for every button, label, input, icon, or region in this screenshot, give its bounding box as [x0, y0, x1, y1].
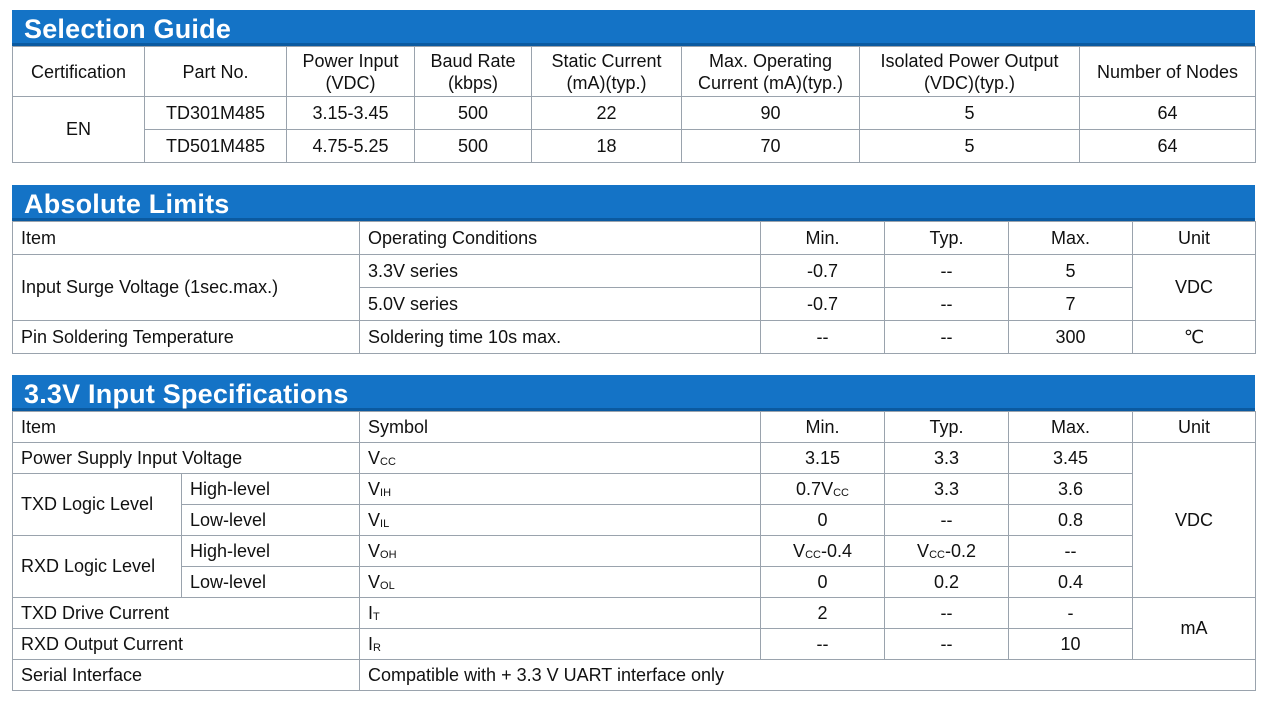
header-conditions: Operating Conditions [360, 222, 761, 255]
header-nodes: Number of Nodes [1080, 47, 1256, 97]
typ-post: -0.2 [944, 540, 976, 561]
min-cell: -0.7 [761, 255, 885, 288]
header-typ: Typ. [885, 222, 1009, 255]
header-max-op-current-line1: Max. Operating [708, 50, 833, 71]
typ-cell: 3.3 [885, 474, 1009, 505]
typ-cell: -- [885, 321, 1009, 354]
absolute-limits-section [12, 185, 1255, 354]
symbol-cell [360, 598, 761, 629]
max-cell: 7 [1009, 288, 1133, 321]
table-row [13, 598, 1256, 629]
soldering-item-cell: Pin Soldering Temperature [13, 321, 360, 354]
input-specs-title: 3.3V Input Specifications [12, 375, 1255, 411]
max-op-current-cell: 90 [682, 97, 860, 130]
level-cell: High-level [182, 474, 360, 505]
symbol-cell [360, 567, 761, 598]
header-min: Min. [761, 412, 885, 443]
header-typ: Typ. [885, 412, 1009, 443]
serial-value-cell: Compatible with + 3.3 V UART interface only [360, 660, 1256, 691]
symbol-cell [360, 474, 761, 505]
unit-cell: VDC [1133, 255, 1256, 321]
header-max-op-current [682, 47, 860, 97]
symbol-cell [360, 443, 761, 474]
header-baud-rate-line1: Baud Rate [430, 50, 516, 71]
rxd-output-item-cell: RXD Output Current [13, 629, 360, 660]
header-min: Min. [761, 222, 885, 255]
min-cell: -- [761, 629, 885, 660]
symbol-main: V [368, 509, 381, 530]
header-static-current-line2: (mA)(typ.) [566, 72, 647, 93]
min-cell: 3.15 [761, 443, 885, 474]
rxd-item-cell: RXD Logic Level [13, 536, 182, 598]
table-row [13, 536, 1256, 567]
typ-cell: -- [885, 255, 1009, 288]
header-power-input-line2: (VDC) [325, 72, 376, 93]
symbol-subscript: CC [380, 455, 396, 468]
table-row [13, 443, 1256, 474]
header-static-current-line1: Static Current [551, 50, 662, 71]
header-item: Item [13, 412, 360, 443]
symbol-main: V [368, 571, 381, 592]
table-row [13, 474, 1256, 505]
header-static-current [532, 47, 682, 97]
txd-item-cell: TXD Logic Level [13, 474, 182, 536]
table-row [13, 321, 1256, 354]
header-max-op-current-line2: Current (mA)(typ.) [697, 72, 843, 93]
header-power-input [287, 47, 415, 97]
input-specs-header-row [13, 412, 1256, 443]
part-no-cell: TD501M485 [145, 130, 287, 163]
max-cell: 0.8 [1009, 505, 1133, 536]
certification-cell: EN [13, 97, 145, 163]
table-row [13, 255, 1256, 288]
static-current-cell: 22 [532, 97, 682, 130]
selection-guide-header-row [13, 47, 1256, 97]
min-subscript: CC [833, 486, 849, 499]
part-no-cell: TD301M485 [145, 97, 287, 130]
vdc-unit-cell: VDC [1133, 443, 1256, 598]
typ-cell [885, 536, 1009, 567]
level-cell: Low-level [182, 505, 360, 536]
header-unit: Unit [1133, 412, 1256, 443]
typ-cell: -- [885, 288, 1009, 321]
selection-guide-table [12, 46, 1256, 163]
level-cell: Low-level [182, 567, 360, 598]
max-cell: - [1009, 598, 1133, 629]
nodes-cell: 64 [1080, 130, 1256, 163]
nodes-cell: 64 [1080, 97, 1256, 130]
max-op-current-cell: 70 [682, 130, 860, 163]
table-row [13, 629, 1256, 660]
header-power-input-line1: Power Input [302, 50, 399, 71]
condition-cell: Soldering time 10s max. [360, 321, 761, 354]
header-certification: Certification [13, 47, 145, 97]
symbol-main: I [368, 633, 374, 654]
symbol-cell [360, 536, 761, 567]
input-specs-table [12, 411, 1256, 691]
max-cell: 5 [1009, 255, 1133, 288]
max-cell: 0.4 [1009, 567, 1133, 598]
max-cell: 3.45 [1009, 443, 1133, 474]
min-subscript: CC [805, 548, 821, 561]
header-baud-rate [415, 47, 532, 97]
header-max: Max. [1009, 222, 1133, 255]
absolute-limits-header-row [13, 222, 1256, 255]
header-unit: Unit [1133, 222, 1256, 255]
table-row [13, 660, 1256, 691]
symbol-subscript: OH [380, 548, 397, 561]
typ-subscript: CC [929, 548, 945, 561]
ma-unit-cell: mA [1133, 598, 1256, 660]
absolute-limits-title: Absolute Limits [12, 185, 1255, 221]
serial-item-cell: Serial Interface [13, 660, 360, 691]
symbol-subscript: T [373, 610, 380, 623]
symbol-main: V [368, 478, 381, 499]
table-row [13, 567, 1256, 598]
min-main: 0.7V [796, 478, 834, 499]
min-post: -0.4 [820, 540, 852, 561]
unit-cell: ℃ [1133, 321, 1256, 354]
max-cell: 300 [1009, 321, 1133, 354]
symbol-subscript: IL [380, 517, 390, 530]
isolated-output-cell: 5 [860, 130, 1080, 163]
condition-cell: 3.3V series [360, 255, 761, 288]
baud-rate-cell: 500 [415, 130, 532, 163]
header-symbol: Symbol [360, 412, 761, 443]
input-specs-section [12, 375, 1255, 691]
min-cell: 0 [761, 567, 885, 598]
static-current-cell: 18 [532, 130, 682, 163]
header-max: Max. [1009, 412, 1133, 443]
max-cell: 10 [1009, 629, 1133, 660]
table-row [13, 505, 1256, 536]
power-input-cell: 3.15-3.45 [287, 97, 415, 130]
txd-drive-item-cell: TXD Drive Current [13, 598, 360, 629]
condition-cell: 5.0V series [360, 288, 761, 321]
min-cell: -0.7 [761, 288, 885, 321]
surge-item-cell: Input Surge Voltage (1sec.max.) [13, 255, 360, 321]
typ-cell: -- [885, 629, 1009, 660]
min-cell [761, 536, 885, 567]
symbol-main: V [368, 540, 381, 561]
symbol-subscript: OL [380, 579, 395, 592]
level-cell: High-level [182, 536, 360, 567]
header-item: Item [13, 222, 360, 255]
absolute-limits-table [12, 221, 1256, 354]
typ-cell: -- [885, 598, 1009, 629]
power-supply-item-cell: Power Supply Input Voltage [13, 443, 360, 474]
typ-pre: V [917, 540, 930, 561]
max-cell: 3.6 [1009, 474, 1133, 505]
symbol-main: V [368, 447, 381, 468]
baud-rate-cell: 500 [415, 97, 532, 130]
min-cell [761, 474, 885, 505]
symbol-subscript: IH [380, 486, 392, 499]
header-isolated-output [860, 47, 1080, 97]
table-row [13, 97, 1256, 130]
power-input-cell: 4.75-5.25 [287, 130, 415, 163]
symbol-cell [360, 629, 761, 660]
header-isolated-output-line2: (VDC)(typ.) [924, 72, 1015, 93]
selection-guide-title: Selection Guide [12, 10, 1255, 46]
typ-cell: 3.3 [885, 443, 1009, 474]
min-cell: 0 [761, 505, 885, 536]
selection-guide-section [12, 10, 1255, 163]
table-row [13, 130, 1256, 163]
symbol-subscript: R [373, 641, 381, 654]
typ-cell: 0.2 [885, 567, 1009, 598]
symbol-cell [360, 505, 761, 536]
min-pre: V [793, 540, 806, 561]
max-cell: -- [1009, 536, 1133, 567]
header-isolated-output-line1: Isolated Power Output [880, 50, 1059, 71]
min-cell: 2 [761, 598, 885, 629]
symbol-main: I [368, 602, 374, 623]
header-part-no: Part No. [145, 47, 287, 97]
isolated-output-cell: 5 [860, 97, 1080, 130]
typ-cell: -- [885, 505, 1009, 536]
header-baud-rate-line2: (kbps) [447, 72, 498, 93]
min-cell: -- [761, 321, 885, 354]
